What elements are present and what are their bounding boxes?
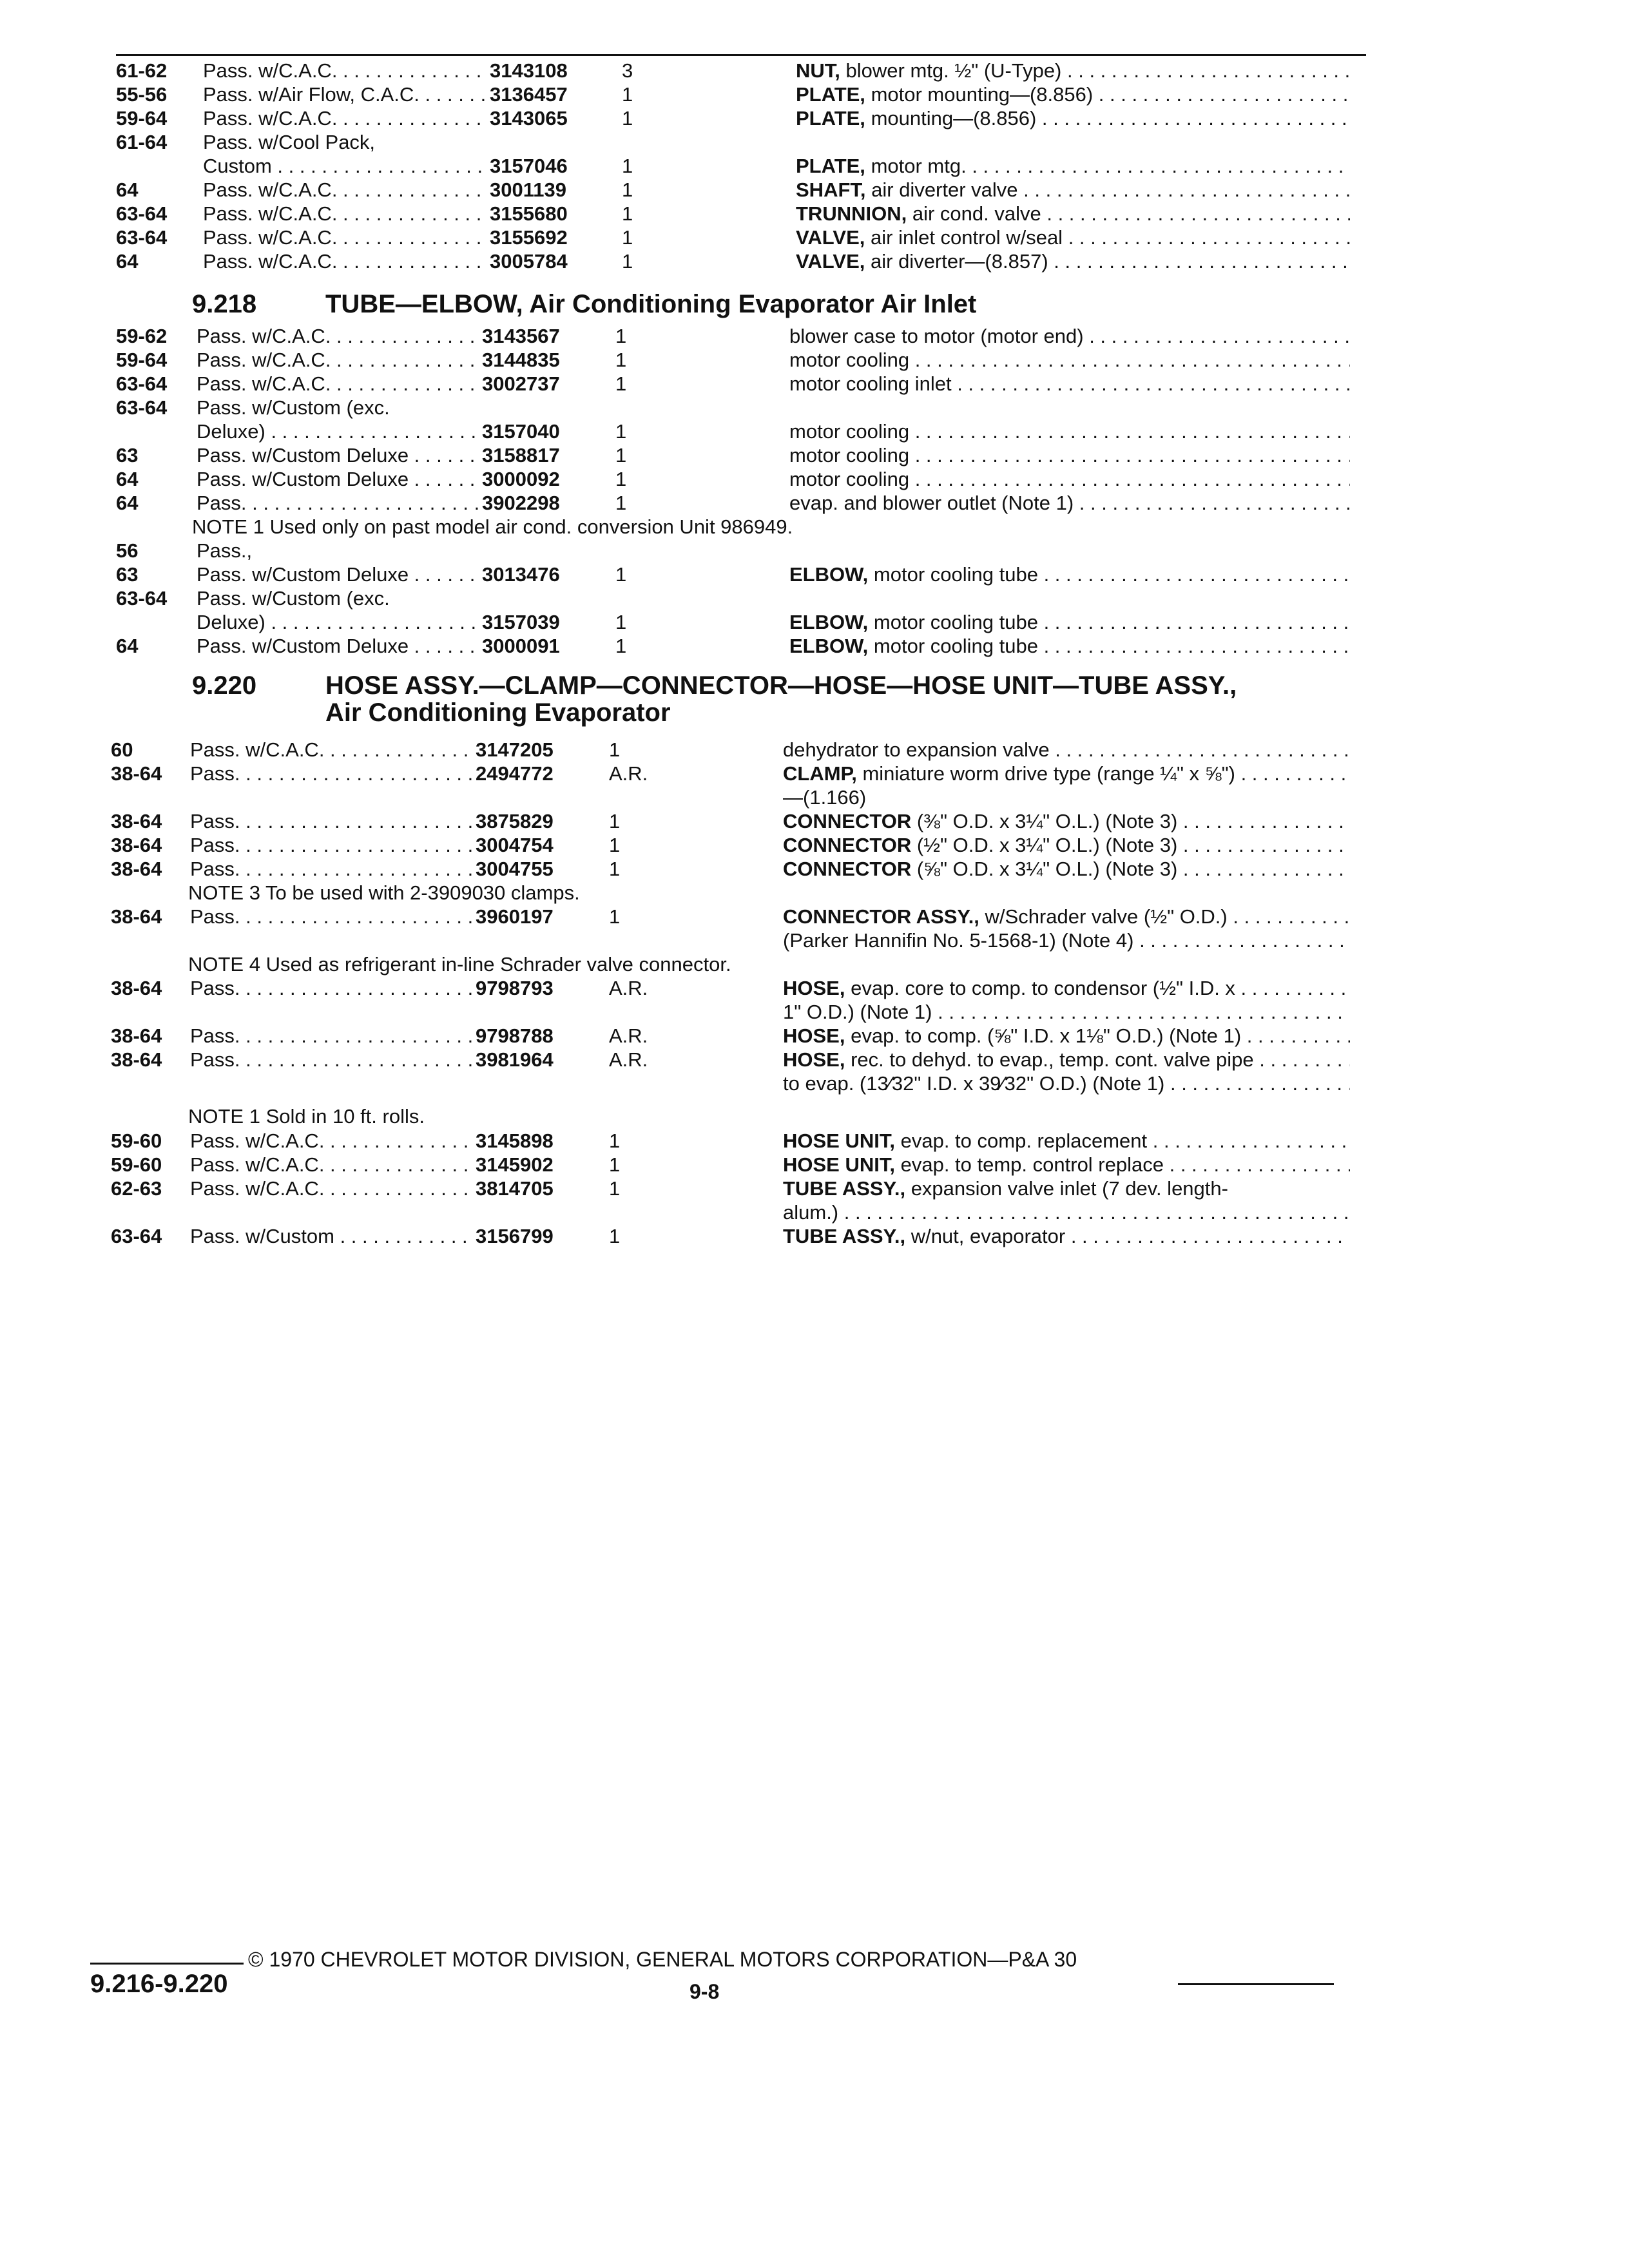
top-rule [116,54,1366,56]
quantity-cell: A.R. [609,1024,648,1047]
year-cell: 62-63 [111,1177,162,1200]
quantity-cell: 1 [615,349,627,371]
year-cell: 64 [116,178,139,201]
item-name: HOSE, [783,977,845,999]
description-cell [783,786,1350,809]
table-row [0,372,1629,396]
year-cell: 64 [116,635,139,657]
table-row [0,786,1629,810]
item-detail: w/nut, evaporator [911,1225,1066,1247]
part-number-cell: 3157046 [490,155,568,177]
table-row [0,155,1629,178]
item-name: PLATE, [796,83,865,106]
part-number-cell: 3136457 [490,83,568,106]
item-name: HOSE UNIT, [783,1129,895,1152]
page-number: 9-8 [689,1980,720,2003]
note-text: NOTE 1 Used only on past model air cond. conversion Unit 986949. [192,515,793,538]
table-row [0,178,1629,202]
description-cell [783,858,1350,881]
model-cell: Pass. w/Custom (exc. [197,587,390,610]
table-row [0,444,1629,468]
model-cell: Pass. w/C.A.C. . . . [197,372,480,396]
model-cell: Pass. w/C.A.C. . . . [190,738,474,762]
quantity-cell: 1 [622,107,633,130]
year-cell: 63 [116,563,139,586]
section-subtitle: Air Conditioning Evaporator [325,698,671,727]
item-detail: motor cooling [789,468,910,490]
year-cell: 55-56 [116,83,168,106]
item-detail: motor cooling [789,349,910,371]
year-cell: 63-64 [116,396,168,419]
description-cell [796,107,1350,130]
description-cell [796,59,1350,82]
item-detail: (Parker Hannifin No. 5-1568-1) (Note 4) [783,929,1134,952]
model-cell: Pass. w/C.A.C. . . . [203,107,487,130]
table-row [0,1153,1629,1177]
model-cell: Pass. w/Custom Deluxe . . . [197,635,480,658]
model-cell: Pass., [197,539,253,562]
item-name: ELBOW, [789,635,869,657]
footer-rule-right [1178,1983,1334,1985]
item-detail: rec. to dehyd. to evap., temp. cont. valve pipe [851,1048,1254,1071]
item-name: CONNECTOR [783,810,912,832]
item-detail: (⅜" O.D. x 3¼" O.L.) (Note 3) [916,810,1178,832]
table-row [0,539,1629,563]
quantity-cell: A.R. [609,1048,648,1071]
item-detail: evap. core to comp. to condensor (½" I.D. x [851,977,1235,999]
item-detail: (⅝" O.D. x 3¼" O.L.) (Note 3) [916,858,1178,880]
year-cell: 63-64 [116,202,168,225]
table-row [0,563,1629,587]
item-name: TRUNNION, [796,202,907,225]
description-cell [783,1048,1350,1072]
item-detail: blower mtg. ½" (U-Type) [845,59,1062,82]
section-title: TUBE—ELBOW, Air Conditioning Evaporator Air Inlet [325,290,977,318]
year-cell: 60 [111,738,133,761]
section-9218 [0,289,1629,658]
copyright-text: © 1970 CHEVROLET MOTOR DIVISION, GENERAL MOTORS CORPORATION—P&A 30 [248,1948,1077,1971]
item-name: VALVE, [796,250,865,273]
table-row [0,858,1629,881]
description-cell [789,611,1350,634]
year-cell: 38-64 [111,810,162,832]
model-cell: Pass. . . . [190,905,474,928]
part-number-cell: 3000091 [482,635,560,657]
description-cell [783,834,1350,857]
year-cell: 61-62 [116,59,168,82]
quantity-cell: 1 [615,444,627,466]
quantity-cell: 1 [615,468,627,490]
quantity-cell: A.R. [609,762,648,785]
description-cell [796,178,1350,202]
table-row [0,59,1629,83]
description-cell [789,325,1350,348]
year-cell: 63-64 [116,226,168,249]
description-cell [796,250,1350,273]
table-row [0,762,1629,786]
model-cell: Pass. . . . [190,762,474,785]
item-name: CONNECTOR [783,858,912,880]
model-cell: Pass. w/C.A.C. . . . [203,59,487,82]
table-row [0,1225,1629,1249]
description-cell [783,1024,1350,1048]
part-number-cell: 3145898 [476,1129,554,1152]
table-row [0,1129,1629,1153]
item-detail: 1" O.D.) (Note 1) [783,1001,932,1023]
quantity-cell: 1 [622,83,633,106]
year-cell: 64 [116,468,139,490]
table-row [0,1177,1629,1201]
table-row [0,929,1629,953]
year-cell: 59-60 [111,1153,162,1176]
section-9216-list [0,59,1629,274]
note-text: NOTE 3 To be used with 2-3909030 clamps. [188,881,580,904]
table-row [0,587,1629,611]
item-detail: motor cooling [789,420,910,443]
year-cell: 59-64 [116,107,168,130]
description-cell [783,1201,1350,1224]
description-cell [789,563,1350,586]
description-cell [783,810,1350,833]
item-detail: alum.) [783,1201,839,1224]
section-heading [0,670,1629,738]
year-cell: 63-64 [116,587,168,610]
item-detail: mounting—(8.856) [871,107,1037,130]
part-number-cell: 3144835 [482,349,560,371]
quantity-cell: 1 [609,834,621,856]
quantity-cell: 1 [609,810,621,832]
description-cell [796,155,1350,178]
parts-list [0,325,1629,515]
part-number-cell: 3157040 [482,420,560,443]
quantity-cell: 1 [615,420,627,443]
part-number-cell: 3143065 [490,107,568,130]
model-cell: Pass. w/Custom Deluxe . . . [197,468,480,491]
section-number: 9.218 [192,290,257,318]
year-cell: 64 [116,250,139,273]
item-detail: air cond. valve [912,202,1041,225]
item-detail: blower case to motor (motor end) [789,325,1084,347]
item-detail: air diverter valve [871,178,1018,201]
note [0,953,1629,977]
item-detail: motor cooling inlet [789,372,952,395]
description-cell [789,492,1350,515]
quantity-cell: 1 [615,635,627,657]
description-cell [796,83,1350,106]
year-cell: 38-64 [111,858,162,880]
footer-rule-left [90,1963,244,1965]
part-number-cell: 3156799 [476,1225,554,1247]
description-cell [783,1072,1350,1095]
quantity-cell: 1 [609,1129,621,1152]
section-title: HOSE ASSY.—CLAMP—CONNECTOR—HOSE—HOSE UNIT—TUBE ASSY., [325,671,1237,700]
parts-list [0,738,1629,881]
model-cell: Pass. w/C.A.C. . . . [203,178,487,202]
description-cell [789,635,1350,658]
part-number-cell: 3143108 [490,59,568,82]
item-detail: —(1.166) [783,786,867,809]
item-detail: motor cooling tube [873,563,1038,586]
model-cell: Pass. . . . [190,858,474,881]
description-cell [783,1225,1350,1248]
item-name: PLATE, [796,155,865,177]
table-row [0,738,1629,762]
item-detail: miniature worm drive type (range ¼" x ⅝") [862,762,1235,785]
quantity-cell: 1 [609,905,621,928]
note-text: NOTE 4 Used as refrigerant in-line Schrader valve connector. [188,953,731,975]
part-number-cell: 3155692 [490,226,568,249]
model-cell: Pass. . . . [197,492,480,515]
model-cell: Pass. w/C.A.C. . . . [190,1177,474,1200]
quantity-cell: 1 [615,563,627,586]
table-row [0,325,1629,349]
item-detail: motor cooling [789,444,910,466]
item-detail: air inlet control w/seal [871,226,1063,249]
model-cell: Custom . . . [203,155,487,178]
description-cell [796,226,1350,249]
part-number-cell: 3004754 [476,834,554,856]
item-detail: air diverter—(8.857) [871,250,1048,273]
model-cell: Pass. . . . [190,1024,474,1048]
quantity-cell: 1 [615,372,627,395]
year-cell: 59-64 [116,349,168,371]
parts-list [0,539,1629,658]
part-number-cell: 3005784 [490,250,568,273]
item-name: HOSE, [783,1048,845,1071]
part-number-cell: 3004755 [476,858,554,880]
part-number-cell: 3147205 [476,738,554,761]
note [0,881,1629,905]
description-cell [783,1129,1350,1153]
table-row [0,250,1629,274]
quantity-cell: 1 [622,178,633,201]
quantity-cell: 1 [615,325,627,347]
item-detail: w/Schrader valve (½" O.D.) [985,905,1228,928]
quantity-cell: 1 [609,1225,621,1247]
section-range: 9.216-9.220 [90,1970,228,1998]
year-cell: 59-60 [111,1129,162,1152]
part-number-cell: 3981964 [476,1048,554,1071]
model-cell: Pass. w/Custom Deluxe . . . [197,444,480,467]
table-row [0,635,1629,658]
year-cell: 38-64 [111,1048,162,1071]
year-cell: 38-64 [111,834,162,856]
year-cell: 59-62 [116,325,168,347]
quantity-cell: 1 [615,611,627,633]
table-row [0,611,1629,635]
part-number-cell: 3902298 [482,492,560,514]
part-number-cell: 3157039 [482,611,560,633]
description-cell [783,1001,1350,1024]
section-9220 [0,670,1629,1249]
item-name: VALVE, [796,226,865,249]
item-name: ELBOW, [789,563,869,586]
table-row [0,420,1629,444]
model-cell: Pass. w/Custom . . . [190,1225,474,1248]
part-number-cell: 3158817 [482,444,560,466]
year-cell: 64 [116,492,139,514]
table-row [0,1048,1629,1072]
part-number-cell: 3001139 [490,178,566,201]
item-name: NUT, [796,59,840,82]
table-row [0,107,1629,131]
model-cell: Pass. w/C.A.C. . . . [190,1153,474,1177]
item-detail: motor mtg. [871,155,967,177]
item-detail: evap. and blower outlet (Note 1) [789,492,1074,514]
item-name: HOSE UNIT, [783,1153,895,1176]
item-name: CONNECTOR ASSY., [783,905,979,928]
section-heading [0,289,1629,325]
parts-list [0,977,1629,1096]
description-cell [789,349,1350,372]
part-number-cell: 3002737 [482,372,560,395]
model-cell: Pass. w/Cool Pack, [203,131,376,153]
part-number-cell: 3143567 [482,325,560,347]
section-number: 9.220 [192,671,257,700]
table-row [0,492,1629,515]
table-row [0,834,1629,858]
table-row [0,905,1629,929]
model-cell: Pass. w/C.A.C. . . . [203,226,487,249]
item-detail: motor cooling tube [873,611,1038,633]
table-row [0,226,1629,250]
item-detail: evap. to comp. replacement [900,1129,1148,1152]
quantity-cell: 1 [622,226,633,249]
description-cell [789,372,1350,396]
description-cell [789,444,1350,467]
quantity-cell: 3 [622,59,633,82]
model-cell: Pass. w/Custom (exc. [197,396,390,419]
item-detail: to evap. (13⁄32" I.D. x 39⁄32" O.D.) (Note 1) [783,1072,1165,1095]
table-row [0,810,1629,834]
description-cell [796,202,1350,226]
parts-list [0,905,1629,953]
year-cell: 38-64 [111,762,162,785]
item-name: ELBOW, [789,611,869,633]
item-detail: expansion valve inlet (7 dev. length- [911,1177,1228,1200]
part-number-cell: 9798788 [476,1024,554,1047]
item-detail: evap. to comp. (⅝" I.D. x 1⅛" O.D.) (Note 1) [851,1024,1242,1047]
part-number-cell: 3000092 [482,468,560,490]
item-detail: (½" O.D. x 3¼" O.L.) (Note 3) [916,834,1178,856]
quantity-cell: 1 [622,250,633,273]
model-cell: Pass. w/C.A.C. . . . [203,250,487,273]
item-name: CONNECTOR [783,834,912,856]
table-row [0,1001,1629,1024]
note-text: NOTE 1 Sold in 10 ft. rolls. [188,1105,425,1128]
item-name: HOSE, [783,1024,845,1047]
part-number-cell: 3960197 [476,905,554,928]
item-detail: evap. to temp. control replace [900,1153,1164,1176]
model-cell: Deluxe) . . . [197,611,480,634]
description-cell [789,420,1350,443]
quantity-cell: 1 [609,738,621,761]
table-row [0,1201,1629,1225]
table-row [0,1072,1629,1096]
model-cell: Pass. w/C.A.C. . . . [197,349,480,372]
description-cell [783,977,1350,1000]
part-number-cell: 3145902 [476,1153,554,1176]
year-cell: 63 [116,444,139,466]
table-row [0,349,1629,372]
description-cell [783,929,1350,952]
description-cell [783,762,1350,785]
part-number-cell: 3013476 [482,563,560,586]
part-number-cell: 9798793 [476,977,554,999]
table-row [0,977,1629,1001]
model-cell: Pass. . . . [190,834,474,857]
item-detail: motor mounting—(8.856) [871,83,1094,106]
model-cell: Deluxe) . . . [197,420,480,443]
model-cell: Pass. w/Custom Deluxe . . . [197,563,480,586]
item-name: SHAFT, [796,178,866,201]
quantity-cell: 1 [609,1177,621,1200]
model-cell: Pass. . . . [190,977,474,1000]
table-row [0,202,1629,226]
item-name: TUBE ASSY., [783,1177,906,1200]
part-number-cell: 3875829 [476,810,554,832]
item-name: TUBE ASSY., [783,1225,906,1247]
item-detail: dehydrator to expansion valve [783,738,1050,761]
year-cell: 38-64 [111,1024,162,1047]
item-name: CLAMP, [783,762,857,785]
parts-list [0,1129,1629,1249]
year-cell: 63-64 [111,1225,162,1247]
description-cell [783,738,1350,762]
part-number-cell: 3814705 [476,1177,554,1200]
quantity-cell: A.R. [609,977,648,999]
part-number-cell: 3155680 [490,202,568,225]
year-cell: 61-64 [116,131,168,153]
year-cell: 38-64 [111,977,162,999]
item-name: PLATE, [796,107,865,130]
table-row [0,1024,1629,1048]
year-cell: 56 [116,539,139,562]
description-cell [789,468,1350,491]
note [0,1096,1629,1129]
quantity-cell: 1 [622,202,633,225]
table-row [0,396,1629,420]
model-cell: Pass. w/C.A.C. . . . [190,1129,474,1153]
model-cell: Pass. w/C.A.C. . . . [203,202,487,226]
description-cell [783,905,1350,928]
model-cell: Pass. w/Air Flow, C.A.C. . . . [203,83,487,106]
year-cell: 38-64 [111,905,162,928]
model-cell: Pass. . . . [190,1048,474,1072]
description-cell [783,1177,1350,1200]
quantity-cell: 1 [609,1153,621,1176]
quantity-cell: 1 [609,858,621,880]
quantity-cell: 1 [622,155,633,177]
note [0,515,1629,539]
quantity-cell: 1 [615,492,627,514]
table-row [0,468,1629,492]
part-number-cell: 2494772 [476,762,554,785]
table-row [0,83,1629,107]
model-cell: Pass. w/C.A.C. . . . [197,325,480,348]
year-cell: 63-64 [116,372,168,395]
table-row [0,131,1629,155]
description-cell [783,1153,1350,1177]
model-cell: Pass. . . . [190,810,474,833]
item-detail: motor cooling tube [873,635,1038,657]
